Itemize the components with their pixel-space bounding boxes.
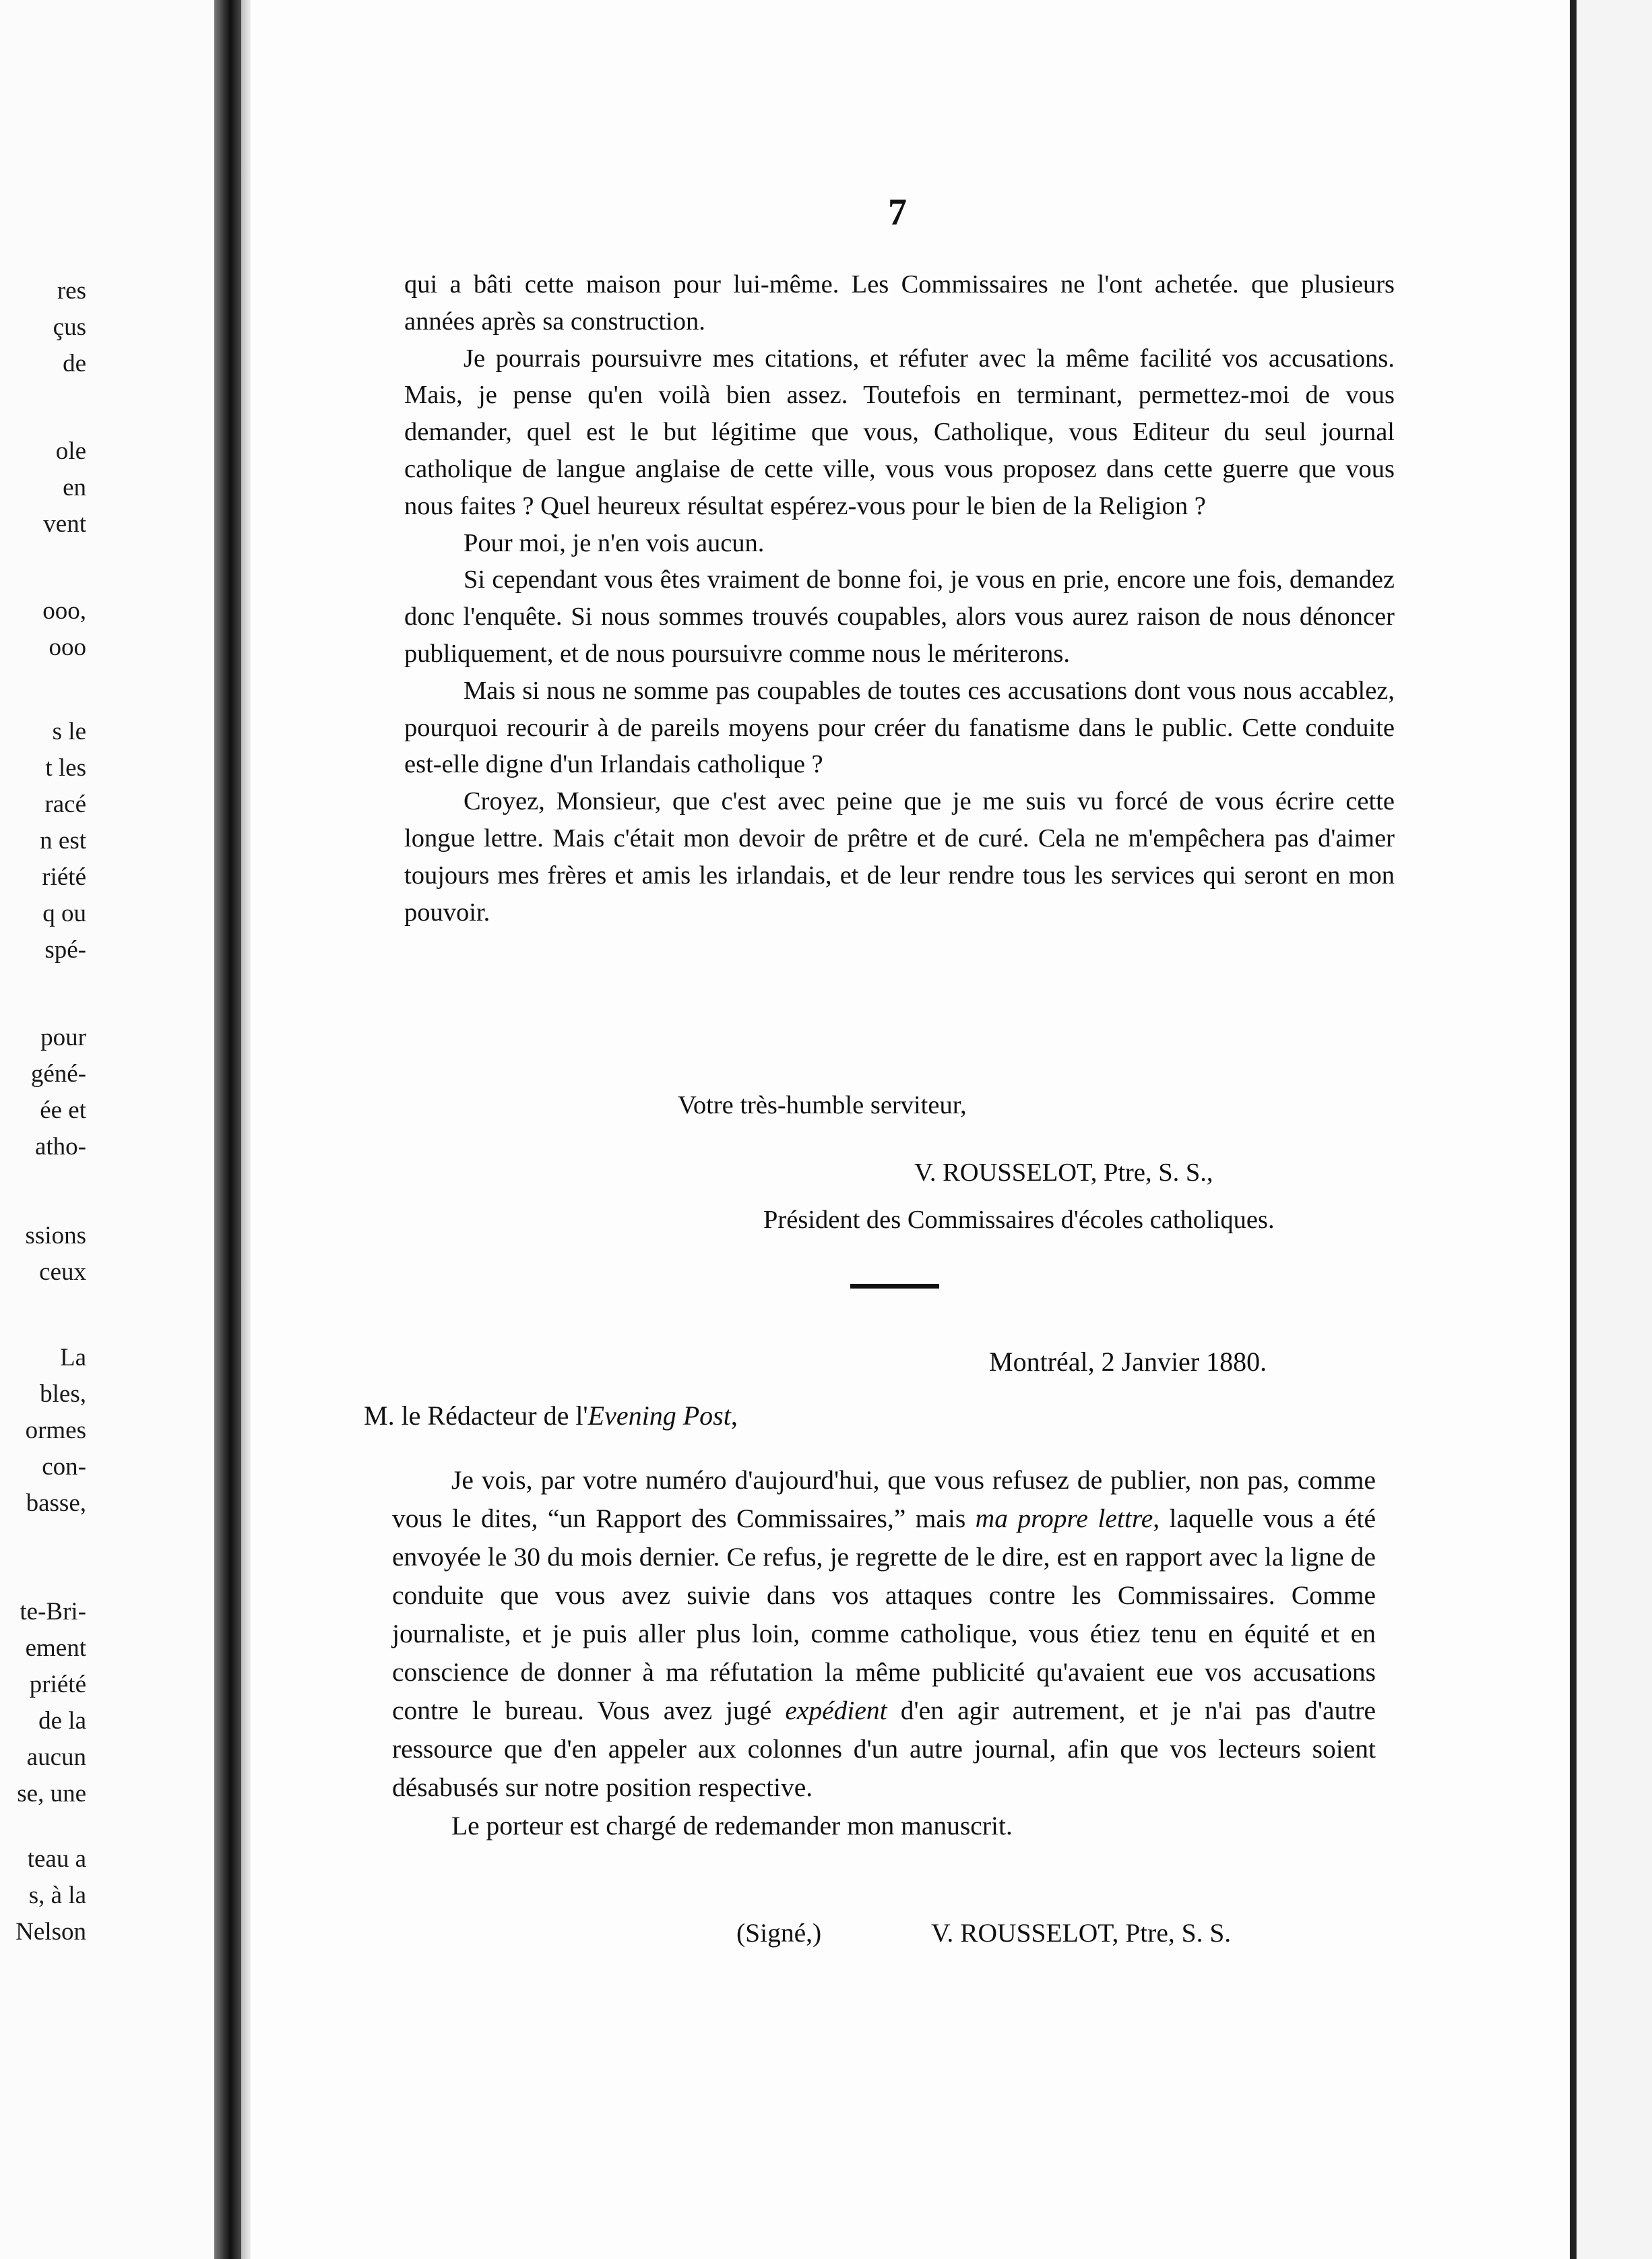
section-divider <box>850 1284 939 1289</box>
book-gutter <box>241 0 251 2259</box>
facing-page-text-fragment: aucun <box>26 1743 86 1771</box>
facing-page-text-fragment: çus <box>53 313 86 341</box>
facing-page-text-fragment: priété <box>29 1671 86 1698</box>
facing-page-text-fragment: teau a <box>27 1845 86 1873</box>
facing-page-text-fragment: con- <box>42 1453 86 1481</box>
letter-two-body <box>392 1461 1376 1845</box>
facing-page-text-fragment: en <box>63 474 86 501</box>
facing-page-text-fragment: ssions <box>25 1222 86 1249</box>
signature: V. ROUSSELOT, Ptre, S. S. <box>931 1918 1232 1948</box>
book-spine <box>214 0 241 2259</box>
paragraph: Mais si nous ne somme pas coupables de toutes ces accusations dont vous nous accablez, pourquoi recourir à de pareils moyens pour créer du fanatisme dans le public. Cette conduite est-elle digne d'un Irlandais catholique ? <box>404 676 1395 779</box>
paragraph: qui a bâti cette maison pour lui-même. Les Commissaires ne l'ont achetée. que plusieurs années après sa construction. <box>404 270 1395 336</box>
facing-page-text-fragment: s, à la <box>28 1882 86 1909</box>
facing-page-text-fragment: ement <box>25 1634 86 1662</box>
facing-page-text-fragment: riété <box>42 863 86 891</box>
text-run: Je vois, par votre numéro d'aujourd'hui, que vous refusez de publier, non pas, comme vous le dites, “un Rapport des Commissaires,” mais <box>392 1465 1376 1533</box>
page-edge <box>1570 0 1652 2259</box>
letter-closing: Votre très-humble serviteur, <box>678 1091 967 1119</box>
letter-one-body <box>404 266 1395 931</box>
page-number: 7 <box>888 191 907 233</box>
facing-page-text-fragment: racé <box>44 791 86 818</box>
facing-page-text-fragment: ormes <box>25 1417 86 1444</box>
paragraph <box>392 1461 1376 1807</box>
italic-run: expédient <box>785 1696 887 1725</box>
facing-page-text-fragment: s le <box>52 718 86 745</box>
salutation <box>364 1400 738 1431</box>
facing-page-text-fragment: te-Bri- <box>20 1598 86 1626</box>
facing-page-text-fragment: basse, <box>26 1489 86 1517</box>
facing-page-text-fragment: se, une <box>17 1780 86 1807</box>
facing-page-text-fragment: ooo <box>49 633 86 661</box>
facing-page-text-fragment: vent <box>43 510 86 538</box>
facing-page-text-fragment: ceux <box>39 1258 86 1286</box>
paragraph: Croyez, Monsieur, que c'est avec peine que je me suis vu forcé de vous écrire cette longue lettre. Mais c'était mon devoir de prêtre et de curé. Cela ne m'empêchera pas d'aimer toujours mes frères et amis les irlandais, et de leur rendre tous les services qui seront en mon pouvoir. <box>404 787 1395 927</box>
paragraph: Si cependant vous êtes vraiment de bonne foi, je vous en prie, encore une fois, demandez donc l'enquête. Si nous sommes trouvés coupables, alors vous aurez raison de nous dénoncer publiquement, et de nous poursuivre comme nous le mériterons. <box>404 565 1395 668</box>
facing-page-text-fragment: atho- <box>34 1133 86 1161</box>
italic-run: ma propre lettre <box>975 1504 1153 1533</box>
facing-page-text-fragment: géné- <box>30 1060 86 1088</box>
facing-page-text-fragment: La <box>59 1344 86 1371</box>
facing-page-text-fragment: de la <box>38 1707 86 1735</box>
facing-page-text-fragment: ooo, <box>42 597 86 625</box>
signature-title: Président des Commissaires d'écoles catholiques. <box>763 1206 1275 1234</box>
salutation-suffix: , <box>730 1400 738 1431</box>
salutation-prefix: M. le Rédacteur de l' <box>364 1400 588 1431</box>
signed-label: (Signé,) <box>736 1918 822 1948</box>
paragraph: Le porteur est chargé de redemander mon manuscrit. <box>451 1811 1013 1840</box>
facing-page-text-fragment: bles, <box>40 1380 86 1408</box>
facing-page-text-fragment: de <box>63 350 86 377</box>
facing-page-text-fragment: q ou <box>42 900 86 927</box>
signature: V. ROUSSELOT, Ptre, S. S., <box>914 1158 1213 1187</box>
facing-page-text-fragment: Nelson <box>15 1918 86 1946</box>
paragraph: Pour moi, je n'en vois aucun. <box>464 528 765 557</box>
facing-page-text-fragment: spé- <box>44 936 86 964</box>
facing-page-text-fragment: pour <box>40 1024 86 1051</box>
facing-page-fragment <box>0 0 214 2259</box>
facing-page-text-fragment: res <box>57 277 86 305</box>
text-run: , laquelle vous a été envoyée le 30 du mois dernier. Ce refus, je regrette de le dire, est en rapport avec la ligne de conduite que vous avez suivie dans vos attaques contre les Commissaires. Comme journaliste, et je puis aller plus loin, comme catholique, vous étiez tenu en équité et en conscience de donner à ma réfutation la même publicité qu'avaient eue vos accusations contre le bureau. Vous avez jugé <box>392 1504 1376 1725</box>
facing-page-text-fragment: n est <box>40 827 86 855</box>
dateline: Montréal, 2 Janvier 1880. <box>989 1347 1267 1377</box>
text-run: d'en agir autrement, et je n'ai pas d'autre ressource que d'en appeler aux colonnes d'un autre journal, afin que vos lecteurs soient désabusés sur notre position respective. <box>392 1696 1376 1802</box>
paragraph: Je pourrais poursuivre mes citations, et réfuter avec la même facilité vos accusations. Mais, je pense qu'en voilà bien assez. Toutefois en terminant, permettez-moi de vous demander, quel est le but légitime que vous, Catholique, vous Editeur du seul journal catholique de langue anglaise de cette ville, vous vous proposez dans cette guerre que vous nous faites ? Quel heureux résultat espérez-vous pour le bien de la Religion ? <box>404 344 1395 520</box>
newspaper-name: Evening Post <box>587 1400 731 1431</box>
facing-page-text-fragment: ole <box>55 437 86 465</box>
facing-page-text-fragment: ée et <box>40 1096 86 1124</box>
facing-page-text-fragment: t les <box>45 754 86 782</box>
